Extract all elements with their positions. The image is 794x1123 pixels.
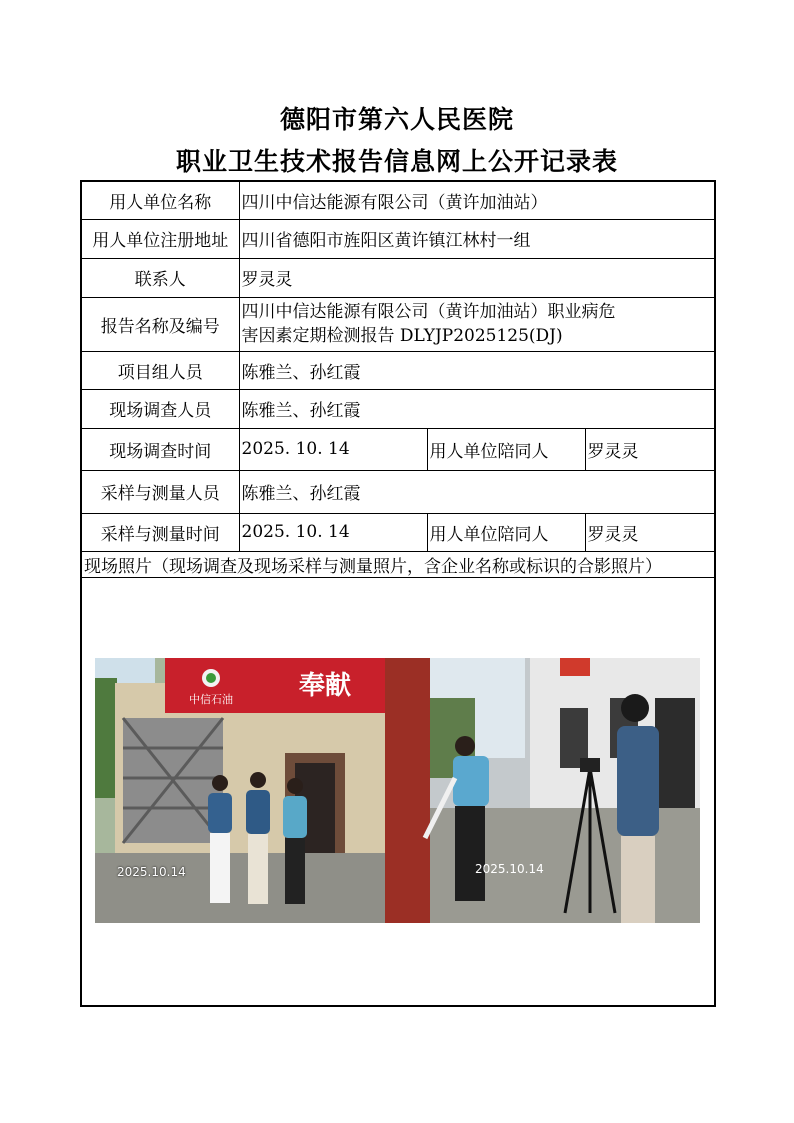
sampling-staff-value: 陈雅兰、孙红霞	[239, 470, 715, 513]
employer-name-value: 四川中信达能源有限公司（黄许加油站）	[239, 181, 715, 219]
row-sampling-time	[81, 513, 715, 551]
photos-cell	[81, 577, 715, 1006]
row-report	[81, 297, 715, 351]
row-employer-name	[81, 181, 715, 219]
survey-staff-value: 陈雅兰、孙红霞	[239, 389, 715, 428]
right-photo-date: 2025.10.14	[475, 861, 544, 876]
record-table	[80, 180, 716, 1007]
row-employer-address	[81, 219, 715, 258]
row-survey-time	[81, 428, 715, 470]
person-3	[283, 778, 307, 904]
sampling-staff-label: 采样与测量人员	[81, 470, 239, 513]
employer-name-label: 用人单位名称	[81, 181, 239, 219]
sampling-escort-value: 罗灵灵	[585, 513, 715, 551]
group-photo-image	[95, 658, 385, 923]
survey-time-value: 2025. 10. 14	[239, 428, 427, 470]
row-survey-staff	[81, 389, 715, 428]
person-2	[246, 772, 270, 904]
survey-escort-value: 罗灵灵	[585, 428, 715, 470]
person-recording	[617, 694, 659, 923]
report-value	[239, 297, 715, 351]
employer-address-value: 四川省德阳市旌阳区黄许镇江林村一组	[239, 219, 715, 258]
group-photo	[95, 658, 385, 923]
report-label: 报告名称及编号	[81, 297, 239, 351]
sampling-escort-label: 用人单位陪同人	[427, 513, 585, 551]
sampling-time-label: 采样与测量时间	[81, 513, 239, 551]
survey-time-label: 现场调查时间	[81, 428, 239, 470]
project-team-value: 陈雅兰、孙红霞	[239, 351, 715, 389]
form-title: 职业卫生技术报告信息网上公开记录表	[175, 147, 618, 176]
sign-brand-text: 中信石油	[189, 692, 233, 706]
hospital-name: 德阳市第六人民医院	[279, 105, 514, 134]
employer-address-label: 用人单位注册地址	[81, 219, 239, 258]
survey-escort-label: 用人单位陪同人	[427, 428, 585, 470]
row-photos-header	[81, 551, 715, 577]
person-1	[208, 775, 232, 903]
contact-label: 联系人	[81, 258, 239, 297]
row-photos	[81, 577, 715, 1006]
report-line-2: 害因素定期检测报告 DLYJP2025125(DJ)	[241, 326, 563, 346]
row-sampling-staff	[81, 470, 715, 513]
photos-label: 现场照片（现场调查及现场采样与测量照片，含企业名称或标识的合影照片）	[81, 551, 715, 577]
sign-slogan-text: 奉献	[298, 670, 352, 701]
contact-value: 罗灵灵	[239, 258, 715, 297]
site-photos	[95, 658, 700, 923]
sampling-time-value: 2025. 10. 14	[239, 513, 427, 551]
row-project-team	[81, 351, 715, 389]
sampling-photo-image	[385, 658, 700, 923]
left-photo-date: 2025.10.14	[117, 864, 186, 879]
row-contact	[81, 258, 715, 297]
survey-staff-label: 现场调查人员	[81, 389, 239, 428]
report-line-1: 四川中信达能源有限公司（黄许加油站）职业病危	[241, 302, 616, 322]
project-team-label: 项目组人员	[81, 351, 239, 389]
sampling-photo	[385, 658, 700, 923]
